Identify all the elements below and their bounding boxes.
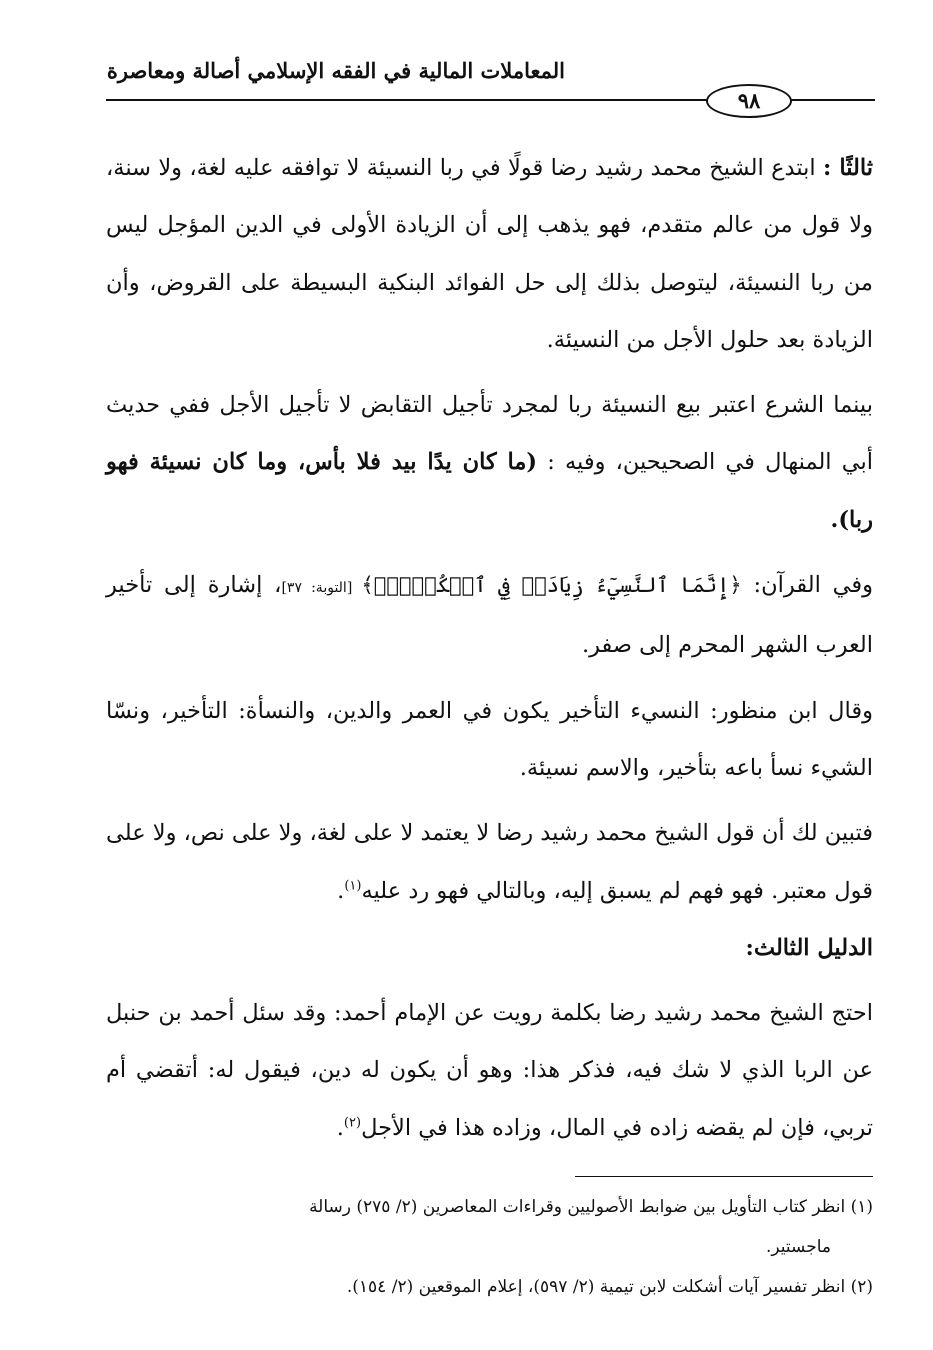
paragraph-6-end: .	[336, 1114, 344, 1141]
footnote-1-continuation: ماجستير.	[765, 1237, 831, 1257]
footnote-1: (١) انظر كتاب التأويل بين ضوابط الأصوليين وقراءات المعاصرين (٢/ ٢٧٥) رسالة	[309, 1197, 873, 1217]
verse-reference: [التوبة: ٣٧]	[281, 580, 362, 597]
paragraph-2-text: بينما الشرع اعتبر بيع النسيئة ربا لمجرد تأجيل التقابض لا تأجيل الأجل ففي حديث أبي المنهال في الصحيحين، وفيه :	[106, 392, 873, 476]
paragraph-3-rest: ، إشارة إلى تأخير العرب الشهر المحرم إلى صفر.	[106, 572, 873, 659]
paragraph-1	[106, 140, 873, 369]
paragraph-4	[106, 683, 873, 798]
footnote-separator	[575, 1176, 873, 1177]
paragraph-2	[106, 377, 873, 549]
footnotes	[106, 1187, 873, 1307]
main-text	[106, 140, 873, 1157]
footnote-2: (٢) انظر تفسير آيات أشكلت لابن تيمية (٢/ ٥٩٧)، إعلام الموقعين (٢/ ١٥٤).	[346, 1277, 873, 1297]
paragraph-6-text: احتج الشيخ محمد رشيد رضا بكلمة رويت عن الإمام أحمد: وقد سئل أحمد بن حنبل عن الربا الذي لا شك فيه، فذكر هذا: وهو أن يكون له دين، فيقول له: أتقضي أم تربي، فإن لم يقضه زاده في المال، وزاده هذا في الأجل	[106, 1000, 873, 1141]
paragraph-5-text: فتبين لك أن قول الشيخ محمد رشيد رضا لا يعتمد لا على لغة، ولا على نص، ولا على قول معتبر. فهو فهم لم يسبق إليه، وبالتالي فهو رد عليه	[106, 820, 873, 904]
paragraph-5	[106, 805, 873, 920]
section-heading: الدليل الثالث:	[745, 934, 873, 961]
footnote-marker-2: (٢)	[343, 1115, 362, 1131]
paragraph-6	[106, 985, 873, 1157]
footnote-marker-1: (١)	[344, 878, 362, 894]
running-header-title: المعاملات المالية في الفقه الإسلامي أصالة ومعاصرة	[106, 58, 565, 83]
paragraph-5-end: .	[337, 877, 345, 904]
paragraph-3	[106, 557, 873, 675]
paragraph-3-intro: وفي القرآن:	[741, 572, 874, 599]
hadith-quote: (ما كان يدًا بيد فلا بأس، وما كان نسيئة فهو ربا).	[106, 449, 873, 533]
paragraph-1-text: ابتدع الشيخ محمد رشيد رضا قولًا في ربا النسيئة لا توافقه عليه لغة، ولا سنة، ولا قول من عالم متقدم، فهو يذهب إلى أن الزيادة الأولى في الدين المؤجل ليس من ربا النسيئة، ليتوصل بذلك إلى حل الفوائد البنكية البسيطة على القروض، وأن الزيادة بعد حلول الأجل من النسيئة.	[106, 155, 873, 353]
page-number: ٩٨	[706, 84, 792, 118]
paragraph-4-text: وقال ابن منظور: النسيء التأخير يكون في العمر والدين، والنسأة: التأخير، ونسّا الشيء نسأ باعه بتأخير، والاسم نسيئة.	[106, 697, 873, 781]
paragraph-1-lead: ثالثًا :	[823, 155, 873, 181]
quran-verse: ﴿إِنَّمَا ٱلنَّسِيٓءُ زِيَادَةٞ فِي ٱلۡكُفۡرِۖ﴾	[361, 573, 742, 598]
